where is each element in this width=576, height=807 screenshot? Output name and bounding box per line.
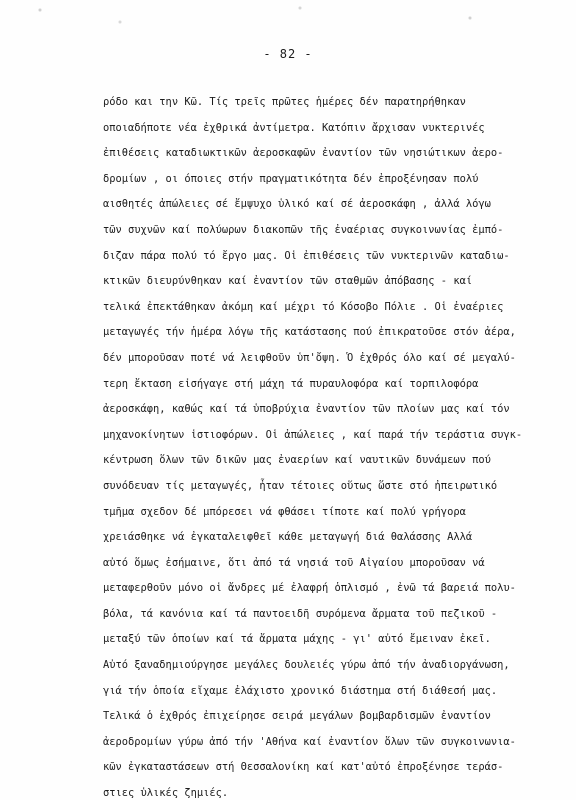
text-line: αὐτό ὅμως ἐσήμαινε, ὅτι ἀπό τά νησιά τοῦ Αἰγαίου μποροῦσαν νά bbox=[103, 556, 485, 569]
text-line: μεταξύ τῶν ὁποίων καί τά ἄρματα μάχης - γι' αὐτό ἔμειναν ἐκεῖ. bbox=[103, 633, 491, 646]
text-line: κέντρωση ὅλων τῶν δικῶν μας ἐναερίων καί ναυτικῶν δυνάμεων πού bbox=[103, 454, 491, 467]
text-line: δέν μποροῦσαν ποτέ νά λειφθοῦν ὑπ'ὄψη. Ὁ ἐχθρός όλο καί σέ μεγαλύ- bbox=[103, 351, 516, 364]
text-line: μεταφερθοῦν μόνο οἱ ἄνδρες μέ ἐλαφρή ὁπλισμό , ἐνῶ τά βαρειά πολυ- bbox=[103, 582, 516, 595]
page-number: - 82 - bbox=[263, 47, 313, 61]
text-line: ἀεροδρομίων γύρω ἀπό τήν 'Αθήνα καί ἐναντίον ὅλων τῶν συγκοινωνια- bbox=[103, 735, 516, 748]
text-line: ἐπιθέσεις καταδιωκτικῶν ἀεροσκαφῶν ἐναντίον τῶν νησιώτικων ἀερο- bbox=[103, 147, 504, 160]
text-line: τῶν συχνῶν καί πολύωρων διακοπῶν τῆς ἐναέριας συγκοινωνίας ἐμπό- bbox=[103, 223, 504, 236]
text-line: ρόδο και την Κῶ. Τίς τρεῖς πρῶτες ἡμέρες δέν παρατηρήθηκαν bbox=[103, 96, 466, 108]
text-line: Αὐτό ξαναδημιούργησε μεγάλες δουλειές γύρω ἀπό τήν ἀναδιοργάνωση, bbox=[103, 659, 510, 672]
text-line: κῶν ἐγκαταστάσεων στή Θεσσαλονίκη καί κατ'αὐτό ἐπροξένησε τεράσ- bbox=[103, 761, 504, 774]
text-line: μεταγωγές τήν ἡμέρα λόγω τῆς κατάστασης πού ἐπικρατοῦσε στόν ἀέρα, bbox=[103, 326, 516, 339]
text-line: διζαν πάρα πολύ τό ἔργο μας. Οἱ ἐπιθέσεις τῶν νυκτερινῶν καταδιω- bbox=[103, 249, 510, 262]
text-line: συνόδευαν τίς μεταγωγές, ἦταν τέτοιες οὕτως ὥστε στό ἠπειρωτικό bbox=[103, 479, 498, 492]
text-line: τελικά ἐπεκτάθηκαν ἀκόμη καί μέχρι τό Κόσοβο Πόλιε . Οἱ ἐναέριες bbox=[103, 300, 504, 313]
text-line: μηχανοκίνητων ἱστιοφόρων. Οἱ ἀπώλειες , καί παρά τήν τεράστια συγκ- bbox=[103, 428, 523, 441]
text-line: αισθητές ἀπώλειες σέ ἔμψυχο ὑλικό καί σέ ἀεροσκάφη , ἀλλά λόγω bbox=[103, 198, 491, 211]
text-line: χρειάσθηκε νά ἐγκαταλειφθεῖ κάθε μεταγωγή διά θαλάσσης Αλλά bbox=[103, 531, 473, 544]
text-line: στιες ὑλικές ζημιές. bbox=[103, 787, 229, 800]
text-line: βόλα, τά κανόνια καί τά παντοειδῆ συρόμενα ἄρματα τοῦ πεζικοῦ - bbox=[103, 607, 498, 620]
text-line: τερη ἔκταση εἰσήγαγε στή μάχη τά πυραυλοφόρα καί τορπιλοφόρα bbox=[103, 377, 479, 390]
text-line: Τελικά ὁ ἐχθρός ἐπιχείρησε σειρά μεγάλων βομβαρδισμῶν ἐναντίον bbox=[103, 710, 491, 723]
text-line: γιά τήν ὁποία εἴχαμε ἐλάχιστο χρονικό διάστημα στή διάθεσή μας. bbox=[103, 684, 498, 697]
text-line: δρομίων , οι όποιες στήν πραγματικότητα δέν ἐπροξένησαν πολύ bbox=[103, 172, 479, 185]
text-line: οποιαδήποτε νέα ἐχθρικά ἀντίμετρα. Κατόπιν ἄρχισαν νυκτερινές bbox=[103, 121, 485, 134]
text-line: κτικῶν διευρύνθηκαν καί ἐναντίον τῶν σταθμῶν ἀπόβασης - καί bbox=[103, 275, 473, 288]
scan-noise bbox=[0, 0, 576, 40]
text-line: ἀεροσκάφη, καθώς καί τά ὑποβρύχια ἐναντίον τῶν πλοίων μας καί τόν bbox=[103, 403, 510, 416]
body-text bbox=[103, 90, 548, 807]
text-line: τμῆμα σχεδον δέ μπόρεσει νά φθάσει τίποτε καί πολύ γρήγορα bbox=[103, 505, 466, 518]
